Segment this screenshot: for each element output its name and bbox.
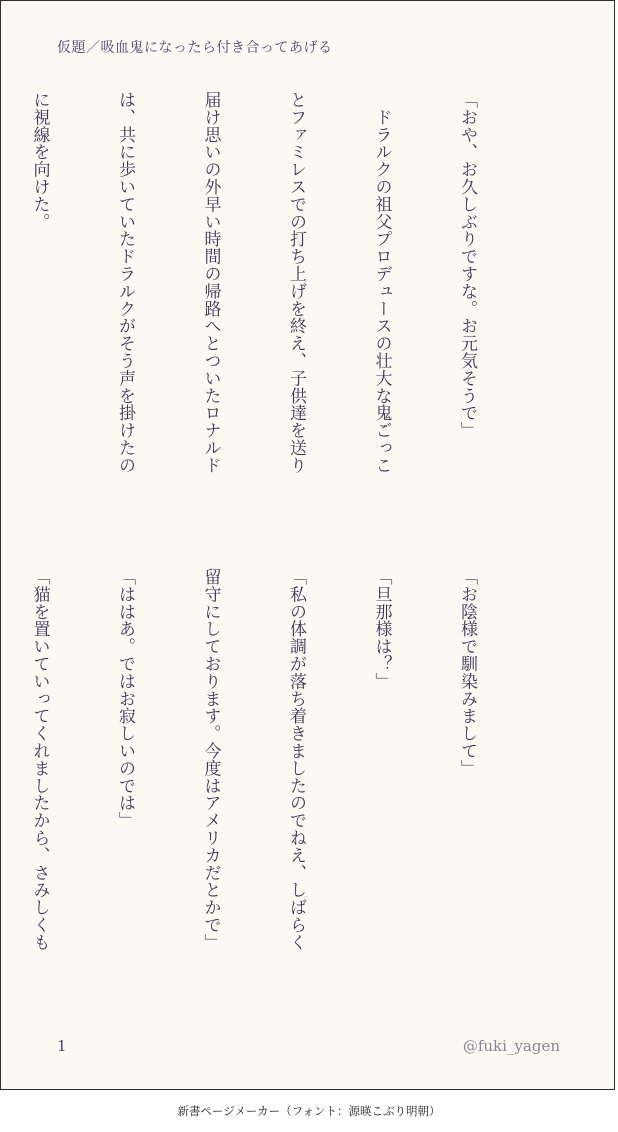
text-block-bottom xyxy=(0,568,538,1028)
text-line: とファミレスでの打ち上げを終え、子供達を送り xyxy=(286,91,306,474)
text-line: は、共に歩いていたドラルクがそう声を掛けたの xyxy=(115,91,135,474)
author-handle: @fuki_yagen xyxy=(462,1037,560,1055)
text-line: 「ははあ。ではお寂しいのでは」 xyxy=(115,568,135,829)
generator-credit: 新書ページメーカー（フォント：源暎こぶり明朝） xyxy=(177,1104,441,1118)
text-line: ドラルクの祖父プロデュースの壮大な鬼ごっこ xyxy=(371,91,392,474)
text-line: 「私の体調が落ち着きましたのでねえ、しばらく xyxy=(286,568,306,951)
page-title: 仮題／吸血鬼になったら付き合ってあげる xyxy=(57,40,333,56)
text-block-top xyxy=(0,91,538,521)
text-line: 「おや、お久しぶりですな。お元気そうで」 xyxy=(457,91,477,439)
text-line: 留守にしております。今度はアメリカだとかで」 xyxy=(200,568,221,951)
text-line: に視線を向けた。 xyxy=(29,91,50,231)
text-line: 「旦那様は？」 xyxy=(371,568,392,690)
text-line: 届け思いの外早い時間の帰路へとついたロナルド xyxy=(200,91,221,474)
text-line: 「お陰様で馴染みまして」 xyxy=(457,568,477,777)
page-number: 1 xyxy=(57,1037,67,1055)
text-line: 「猫を置いていってくれましたから、さみしくも xyxy=(29,568,50,951)
